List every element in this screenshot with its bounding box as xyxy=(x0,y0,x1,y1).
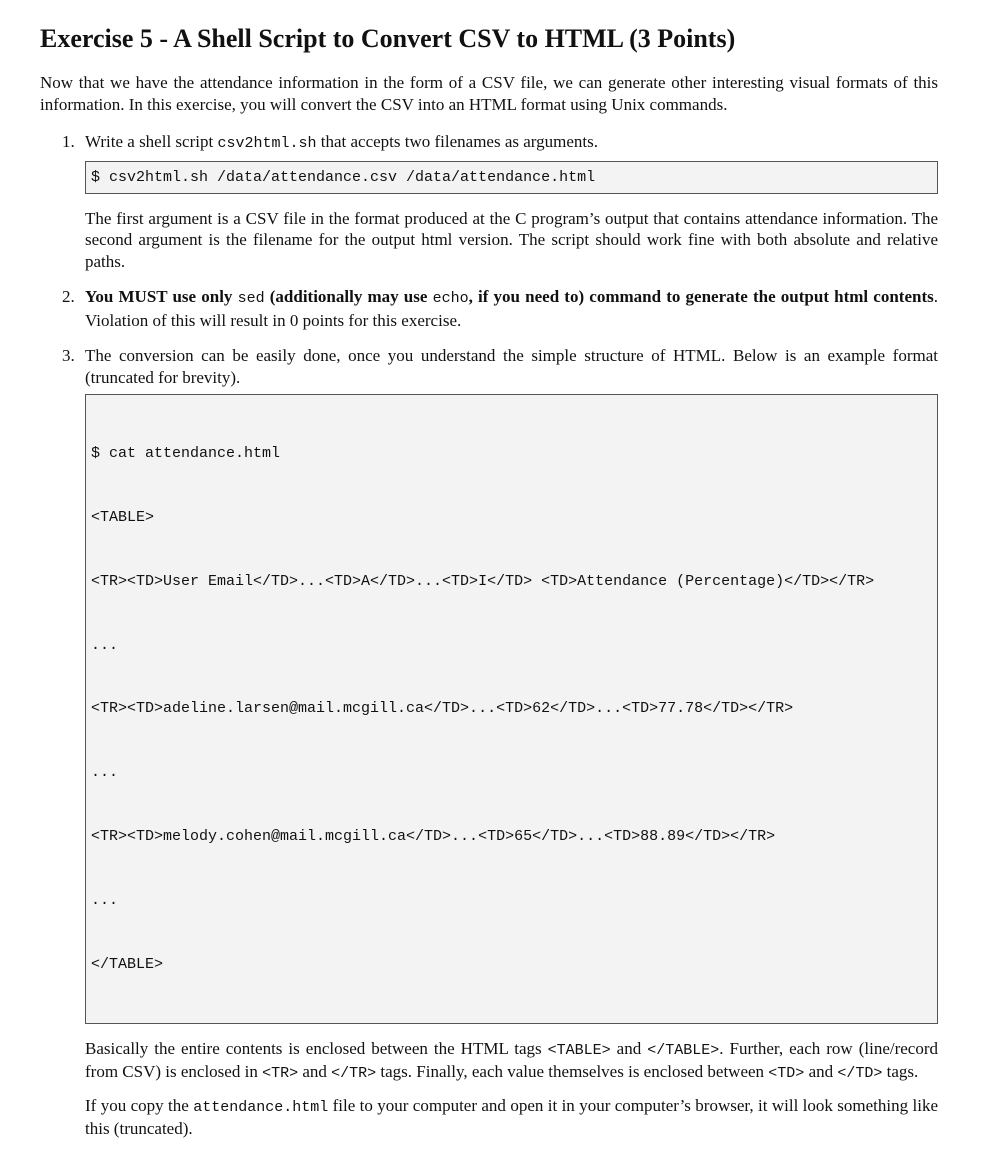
para-text: Basically the entire contents is enclosed between the HTML tags xyxy=(85,1038,548,1058)
td-close-tag: </TD> xyxy=(837,1065,883,1083)
sed-code: sed xyxy=(237,290,265,308)
para-text: and xyxy=(298,1062,332,1082)
instruction-list xyxy=(40,131,938,1140)
script-name-code: csv2html.sh xyxy=(217,135,317,152)
para-text: tags. xyxy=(882,1062,919,1082)
item-number: 1. xyxy=(62,132,75,151)
code-line: ... xyxy=(91,764,119,782)
html-structure-paragraph xyxy=(85,1038,938,1085)
item-1-text xyxy=(85,131,938,155)
td-open-tag: <TD> xyxy=(768,1065,805,1083)
code-line: <TR><TD>adeline.larsen@mail.mcgill.ca</TD>...<TD>62</TD>...<TD>77.78</TD></TR> xyxy=(91,700,794,718)
code-line: <TABLE> xyxy=(91,508,155,526)
item-1-text-part: that accepts two filenames as arguments. xyxy=(316,132,598,151)
tr-close-tag: </TR> xyxy=(331,1065,377,1083)
para-text: If you copy the xyxy=(85,1095,194,1115)
table-close-tag: </TABLE> xyxy=(647,1041,720,1059)
code-line: ... xyxy=(91,636,119,654)
list-item-3 xyxy=(40,345,938,1140)
item-3-text: The conversion can be easily done, once you understand the simple structure of HTML. Below is an example format (truncated for brevity). xyxy=(85,346,938,387)
para-text: and xyxy=(804,1062,838,1082)
item-1-explanation: The first argument is a CSV file in the format produced at the C program’s output that contains attendance information. The second argument is the filename for the output html version. The script should work fine with both absolute and relative paths. xyxy=(85,208,938,271)
item-2-bold-part: , if you need to) command to generate the output html contents xyxy=(468,287,934,307)
code-line: <TR><TD>User Email</TD>...<TD>A</TD>...<TD>I</TD> <TD>Attendance (Percentage)</TD></TR> xyxy=(91,572,875,590)
item-2-bold-part: (additionally may use xyxy=(264,287,433,307)
para-text: tags. Finally, each value themselves is enclosed between xyxy=(376,1062,769,1082)
table-open-tag: <TABLE> xyxy=(547,1041,611,1059)
browser-paragraph xyxy=(85,1095,938,1140)
html-example-code-block xyxy=(85,394,938,1024)
code-line: ... xyxy=(91,892,119,910)
item-number: 2. xyxy=(62,287,75,307)
item-2-normal-text: . Violation of this will result in 0 points for this exercise. xyxy=(85,287,938,330)
code-line: <TR><TD>melody.cohen@mail.mcgill.ca</TD>...<TD>65</TD>...<TD>88.89</TD></TR> xyxy=(91,828,776,846)
list-item-2 xyxy=(40,286,938,331)
tr-open-tag: <TR> xyxy=(262,1065,299,1083)
para-text: file to your computer and open it in your computer’s browser, it will look something like this (truncated). xyxy=(85,1095,938,1139)
command-code-block xyxy=(85,161,938,194)
attendance-html-code: attendance.html xyxy=(193,1098,329,1116)
item-1-text-part: Write a shell script xyxy=(85,132,218,151)
para-text: and xyxy=(610,1038,648,1058)
echo-code: echo xyxy=(432,290,469,308)
item-2-text xyxy=(85,286,938,331)
item-2-bold xyxy=(85,287,934,306)
code-line: </TABLE> xyxy=(91,956,164,974)
document-page xyxy=(40,22,938,1154)
item-number: 3. xyxy=(62,346,75,366)
exercise-title: Exercise 5 - A Shell Script to Convert CSV to HTML (3 Points) xyxy=(40,24,736,53)
code-line: $ cat attendance.html xyxy=(91,444,281,462)
item-2-bold-part: You MUST use only xyxy=(85,287,238,307)
list-item-1 xyxy=(40,131,938,272)
intro-paragraph: Now that we have the attendance information in the form of a CSV file, we can generate other interesting visual formats of this information. In this exercise, you will convert the CSV into an HTML format using Unix commands. xyxy=(40,73,938,114)
para-text: . Further, each row (line/record from CSV) is enclosed in xyxy=(85,1038,939,1082)
command-line: $ csv2html.sh /data/attendance.csv /data/attendance.html xyxy=(91,168,596,186)
